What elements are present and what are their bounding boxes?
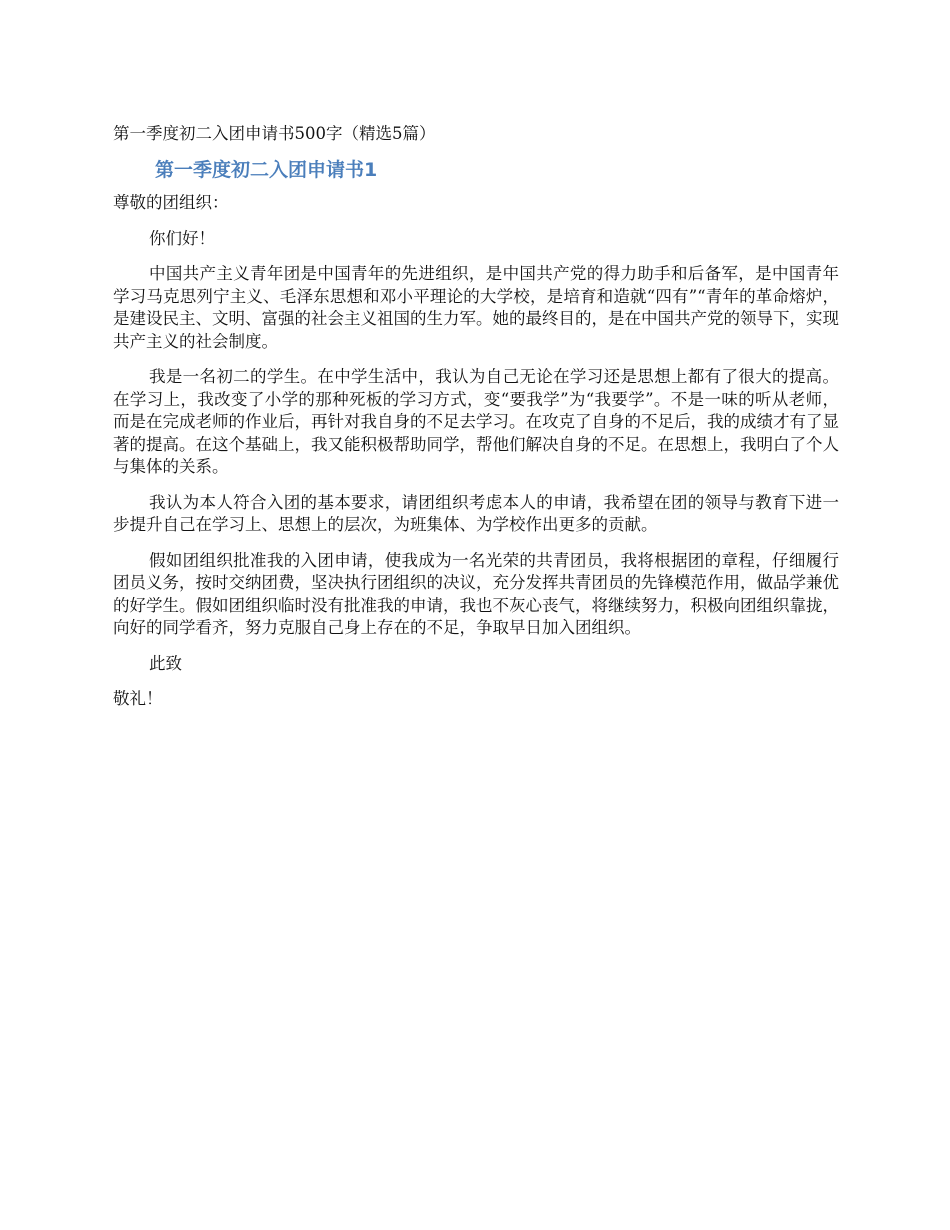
document-page: [113, 122, 839, 724]
body-paragraph: 我是一名初二的学生。在中学生活中，我认为自己无论在学习还是思想上都有了很大的提高。在学习上，我改变了小学的那种死板的学习方式，变“要我学”为“我要学”。不是一味的听从老师，而是在完成老师的作业后，再针对我自身的不足去学习。在攻克了自身的不足后，我的成绩才有了显著的提高。在这个基础上，我又能积极帮助同学，帮他们解决自身的不足。在思想上，我明白了个人与集体的关系。: [113, 367, 839, 476]
body-paragraph: 我认为本人符合入团的基本要求，请团组织考虑本人的申请，我希望在团的领导与教育下进一步提升自己在学习上、思想上的层次，为班集体、为学校作出更多的贡献。: [113, 492, 839, 534]
salutation: 尊敬的团组织：: [113, 193, 229, 212]
closing: 此致: [149, 653, 182, 673]
section-heading: 第一季度初二入团申请书1: [155, 159, 378, 181]
body-paragraph: 假如团组织批准我的入团申请，使我成为一名光荣的共青团员，我将根据团的章程，仔细履行团员义务，按时交纳团费，坚决执行团组织的决议，充分发挥共青团员的先锋模范作用，做品学兼优的好学生。假如团组织临时没有批准我的申请，我也不灰心丧气，将继续努力，积极向团组织靠拢，向好的同学看齐，努力克服自己身上存在的不足，争取早日加入团组织。: [113, 550, 839, 637]
greeting: 你们好！: [149, 228, 215, 248]
body-paragraph: 中国共产主义青年团是中国青年的先进组织，是中国共产党的得力助手和后备军，是中国青年学习马克思列宁主义、毛泽东思想和邓小平理论的大学校，是培育和造就“四有”“青年的革命熔炉，是建设民主、文明、富强的社会主义祖国的生力军。她的最终目的，是在中国共产党的领导下，实现共产主义的社会制度。: [113, 264, 839, 351]
regards: 敬礼！: [113, 689, 163, 708]
document-title: 第一季度初二入团申请书500字（精选5篇）: [113, 124, 436, 143]
